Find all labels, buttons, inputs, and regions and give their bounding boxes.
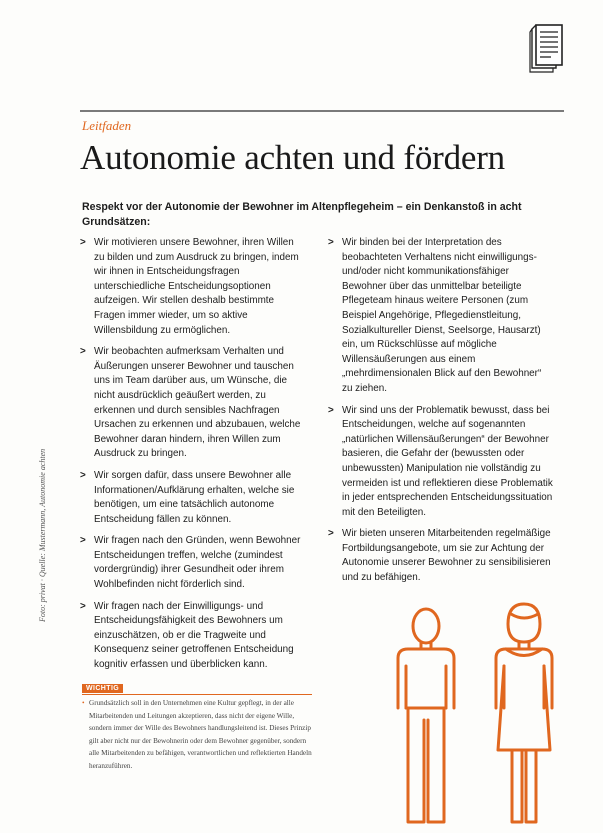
list-item: > Wir motivieren unsere Bewohner, ihren Willen zu bilden und zum Ausdruck zu bringen, indem wir ihnen in Entscheidungsfragen unterschiedliche Entscheidungsoptionen aufzeigen. Wir stellen deshalb bestimmte Fragen immer wieder, um so aktive Willensbildung zu ermöglichen. — [80, 237, 299, 336]
note-tag: WICHTIG — [82, 684, 123, 693]
bullet-marker: > — [80, 346, 86, 358]
right-column — [328, 236, 553, 593]
photo-credit: Foto: privat · Quelle: Mustermann, Autonomie achten — [38, 448, 47, 622]
bullet-marker: > — [80, 600, 86, 612]
note-bullet: • — [82, 699, 85, 707]
list-item: > Wir sorgen dafür, dass unsere Bewohner alle Informationen/Aufklärung erhalten, welche sie benötigen, um eine tatsächlich autonome Entscheidung fällen zu können. — [80, 469, 295, 525]
bullet-marker: > — [80, 469, 86, 481]
list-item: > Wir sind uns der Problematik bewusst, dass bei Entscheidungen, welche auf sogenannten „natürlichen Willensäußerungen“ der Bewohner basieren, die Gefahr der (bewussten oder unbewussten) Manipulation nie vollständig zu vermeiden ist und reflektieren diese Problematik in jeder entsprechenden Entscheidungssituation mit den Beteiligten. — [328, 404, 553, 518]
section-label: Leitfaden — [82, 118, 132, 133]
man-figure-icon — [398, 609, 454, 822]
list-item: > Wir fragen nach den Gründen, wenn Bewohner Entscheidungen treffen, welche (zumindest vordergründig) ihrer Gesundheit oder ihrem Wohlbefinden nicht förderlich sind. — [80, 535, 301, 591]
page-title: Autonomie achten und fördern — [80, 138, 505, 177]
people-illustration — [388, 600, 564, 825]
left-column — [80, 236, 305, 680]
note-text: Grundsätzlich soll in den Unternehmen eine Kultur gepflegt, in der alle Mitarbeitenden und Leitungen akzeptieren, dass nicht der eigene Wille, sondern immer der Wille des Bewohners handlungsleitend ist. Dieses Prinzip gilt aber nicht nur der Bewohnerin oder dem Bewohner gegenüber, sondern alle Mitarbeitenden zu befähigen, verantwortlichen und reflektierten Handeln heranzuführen. — [89, 699, 312, 770]
intro-text: Respekt vor der Autonomie der Bewohner im Altenpflegeheim – ein Denkanstoß in acht Grundsätzen: — [82, 201, 522, 228]
bullet-marker: > — [80, 237, 86, 248]
bullet-marker: > — [328, 528, 334, 540]
list-item: > Wir beobachten aufmerksam Verhalten und Äußerungen unserer Bewohner und tauschen uns im Team darüber aus, um Wünsche, die nicht ausdrücklich geäußert werden, zu erkennen und durch sensibles Nachfragen Ursachen zu erkennen und abzubauen, welche Bewohner daran hindern, ihren Willen zum Ausdruck zu bringen. — [80, 346, 301, 460]
list-item: > Wir bieten unseren Mitarbeitenden regelmäßige Fortbildungsangebote, um sie zur Achtung der Autonomie unserer Bewohner zu sensibilisieren und zu befähigen. — [328, 528, 551, 584]
note-box — [82, 697, 317, 773]
bullet-marker: > — [80, 535, 86, 547]
bullet-marker: > — [328, 404, 334, 416]
list-item: > Wir fragen nach der Einwilligungs- und Entscheidungsfähigkeit des Bewohners um einzuschätzen, ob er die Tragweite und Konsequenz seiner getroffenen Entscheidung kognitiv erfassen und überblicken kann. — [80, 600, 294, 671]
bullet-marker: > — [328, 237, 334, 248]
woman-figure-icon — [496, 604, 552, 822]
document-stack-icon — [529, 24, 563, 74]
note-rule — [82, 694, 312, 695]
list-item: > Wir binden bei der Interpretation des beobachteten Verhaltens nicht einwilligungs- und/oder nicht kommunikationsfähiger Bewohner über das unmittelbar beteiligte Pflegeteam hinaus weitere Personen (zum Beispiel Angehörige, Pflegedienstleitung, Sozialkultureller Dienst, Seelsorge, Hausarzt) ein, um Rückschlüsse auf mögliche Willensäußerungen aus einem „mehrdimensionalen Blick auf den Bewohner“ zu ziehen. — [328, 237, 542, 394]
header-rule — [80, 110, 564, 112]
